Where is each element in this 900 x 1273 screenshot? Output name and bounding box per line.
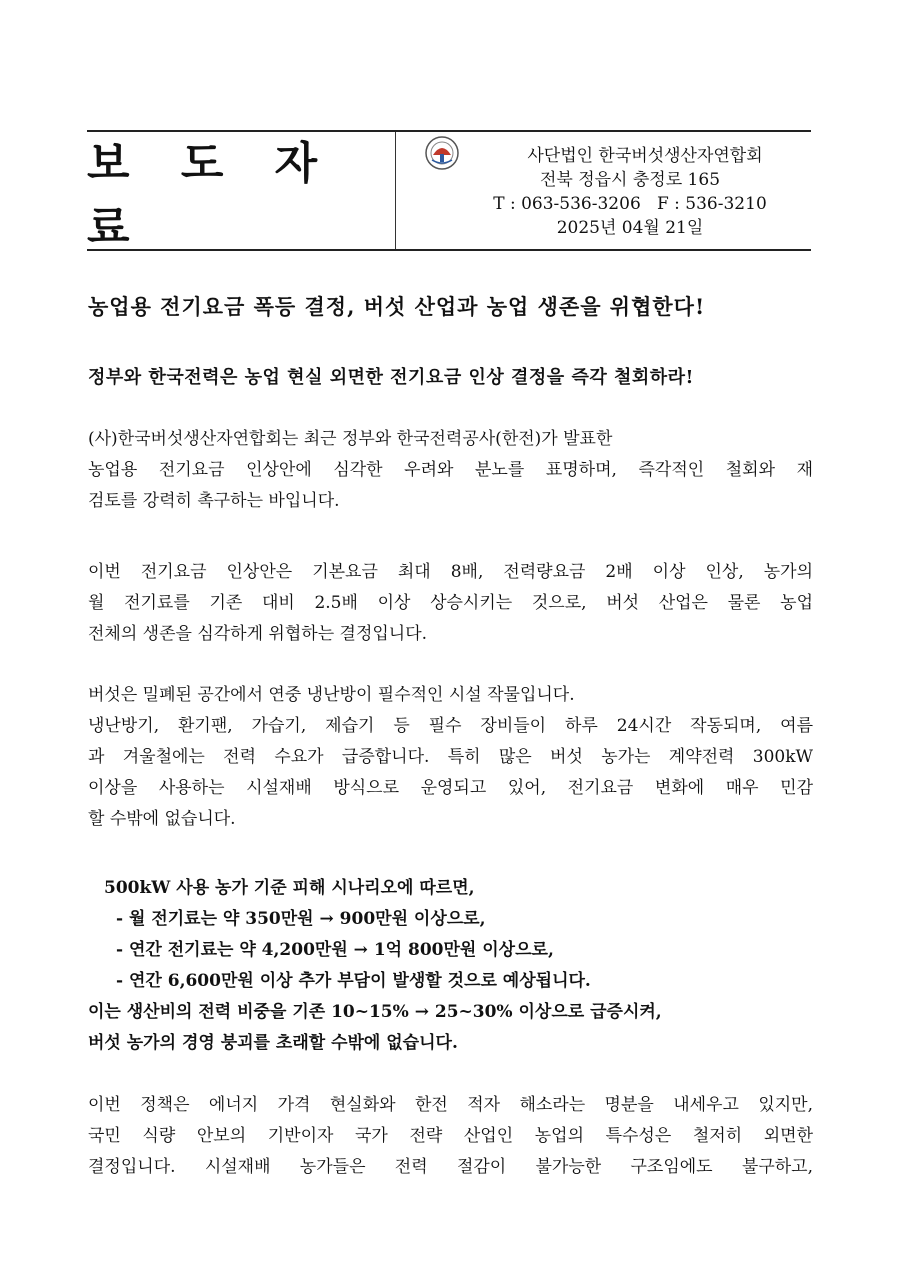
paragraph-policy [88,1090,813,1183]
release-date: 2025년 04월 21일 [556,218,704,238]
text-line: 월 전기료를 기존 대비 2.5배 이상 상승시키는 것으로, 버섯 산업은 물론 농업 [88,593,813,613]
subheadline: 정부와 한국전력은 농업 현실 외면한 전기요금 인상 결정을 즉각 철회하라! [88,367,694,388]
text-line: 국민 식량 안보의 기반이자 국가 전략 산업인 농업의 특수성은 철저히 외면한 [88,1126,813,1146]
text-line: 과 겨울철에는 전력 수요가 급증합니다. 특히 많은 버섯 농가는 계약전력 300kW [88,747,813,767]
document-title: 보 도 자 료 [87,137,336,253]
paragraph-intro [88,424,813,517]
paragraph-increase [88,557,813,650]
paragraph-mushroom [88,680,813,835]
text-line: 이상을 사용하는 시설재배 방식으로 운영되고 있어, 전기요금 변화에 매우 민감 [88,778,813,798]
damage-scenario [88,873,662,1059]
headline: 농업용 전기요금 폭등 결정, 버섯 산업과 농업 생존을 위협한다! [88,294,706,319]
text-line: 전체의 생존을 심각하게 위협하는 결정입니다. [88,624,428,644]
text-line: (사)한국버섯생산자연합회는 최근 정부와 한국전력공사(한전)가 발표한 [88,429,613,449]
text-line: 농업용 전기요금 인상안에 심각한 우려와 분노를 표명하며, 즉각적인 철회와 재 [88,460,813,480]
org-name: 사단법인 한국버섯생산자연합회 [527,146,763,166]
scenario-item: - 연간 전기료는 약 4,200만원 → 1억 800만원 이상으로, [116,940,554,960]
header-divider [395,132,396,249]
text-line: 이번 전기요금 인상안은 기본요금 최대 8배, 전력량요금 2배 이상 인상, 농가의 [88,562,813,582]
text-line: 냉난방기, 환기팬, 가습기, 제습기 등 필수 장비들이 하루 24시간 작동되며, 여름 [88,716,813,736]
org-address: 전북 정읍시 충정로 165 [539,170,721,190]
text-line: 이번 정책은 에너지 가격 현실화와 한전 적자 해소라는 명분을 내세우고 있지만, [88,1095,813,1115]
scenario-intro: 500kW 사용 농가 기준 피해 시나리오에 따르면, [104,878,475,898]
scenario-conclusion: 이는 생산비의 전력 비중을 기존 10~15% → 25~30% 이상으로 급증시켜, [88,1002,662,1022]
org-contact: T : 063-536-3206 F : 536-3210 [493,194,767,214]
scenario-item: - 월 전기료는 약 350만원 → 900만원 이상으로, [116,909,486,929]
press-release-header [87,130,811,251]
text-line: 검토를 강력히 촉구하는 바입니다. [88,491,340,511]
text-line: 결정입니다. 시설재배 농가들은 전력 절감이 불가능한 구조임에도 불구하고, [88,1157,813,1177]
scenario-conclusion: 버섯 농가의 경영 붕괴를 초래할 수밖에 없습니다. [88,1033,458,1053]
text-line: 버섯은 밀폐된 공간에서 연중 냉난방이 필수적인 시설 작물입니다. [88,685,575,705]
scenario-item: - 연간 6,600만원 이상 추가 부담이 발생할 것으로 예상됩니다. [116,971,591,991]
text-line: 할 수밖에 없습니다. [88,809,236,829]
organization-info [449,144,811,240]
